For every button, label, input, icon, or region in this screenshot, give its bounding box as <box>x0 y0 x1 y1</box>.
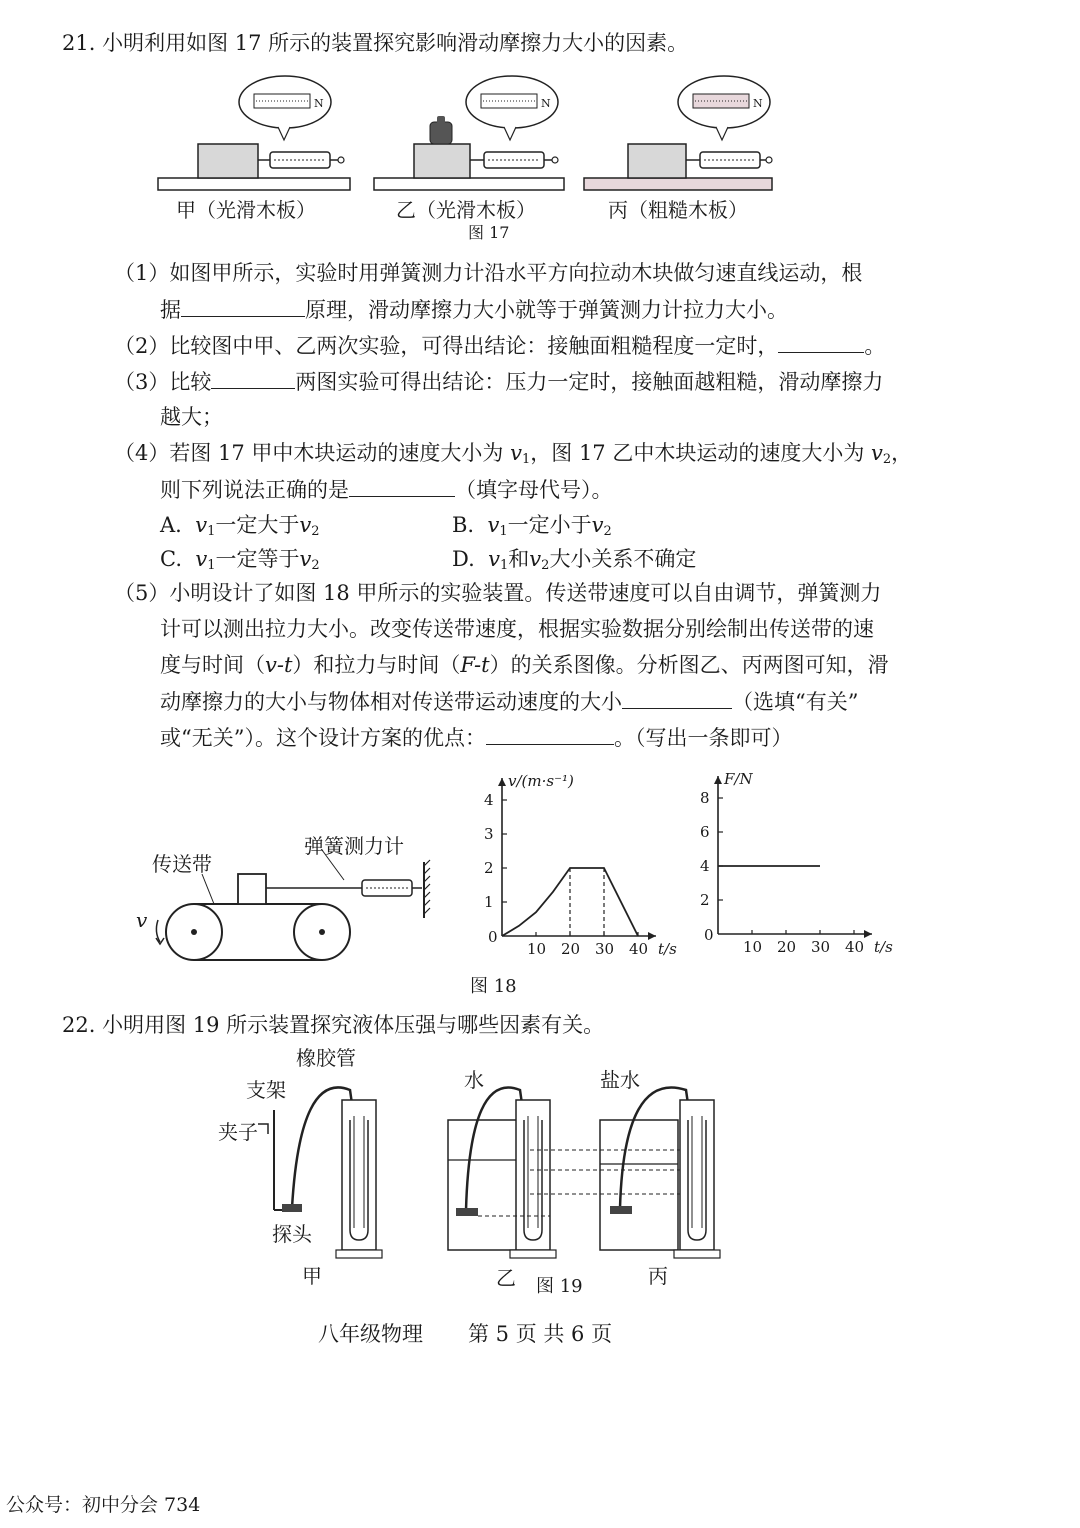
fig19-label-yi: 乙 <box>496 1266 516 1290</box>
origin-label: 0 <box>704 926 714 944</box>
answer-blank-6[interactable] <box>486 722 614 745</box>
y-tick-label: 8 <box>700 789 710 807</box>
y-tick-label: 3 <box>484 825 494 843</box>
y-axis-arrow <box>714 776 722 784</box>
q21-p3-line2: 越大； <box>160 405 223 429</box>
q21-p1-line1: （1）如图甲所示，实验时用弹簧测力计沿水平方向拉动木块做匀速直线运动，根 <box>114 261 863 285</box>
water-label: 水 <box>464 1068 484 1092</box>
answer-blank-5[interactable] <box>622 686 732 709</box>
svg-text:N: N <box>753 97 763 110</box>
q21-stem: 21. 小明利用如图 17 所示的装置探究影响滑动摩擦力大小的因素。 <box>62 31 689 55</box>
x-tick-label: 30 <box>811 938 831 956</box>
x-tick-label: 20 <box>561 940 581 958</box>
y-tick-label: 4 <box>484 791 494 809</box>
watermark-text: 公众号：初中分会 734 <box>6 1494 201 1516</box>
q21-p3-line1: （3）比较 两图实验可得出结论：压力一定时，接触面越粗糙，滑动摩擦力 <box>114 366 883 397</box>
q22-stem: 22. 小明用图 19 所示装置探究液体压强与哪些因素有关。 <box>62 1013 605 1037</box>
chart-v-t <box>470 760 690 960</box>
x-axis-arrow <box>648 932 656 940</box>
y-tick-label: 2 <box>484 859 494 877</box>
x-tick-label: 40 <box>845 938 865 956</box>
clip-label: 夹子 <box>218 1120 258 1144</box>
q21-p5-line3: 度与时间（v-t）和拉力与时间（F-t）的关系图像。分析图乙、丙两图可知，滑 <box>160 653 889 677</box>
answer-blank-1[interactable] <box>181 294 305 317</box>
y-tick-label: 1 <box>484 893 494 911</box>
x-axis-label: t/s <box>874 938 893 956</box>
x-tick-label: 10 <box>743 938 763 956</box>
q21-p4-line2: 则下列说法正确的是 （填字母代号）。 <box>160 474 613 505</box>
fig19-label-bing: 丙 <box>648 1264 668 1288</box>
answer-blank-4[interactable] <box>349 474 455 497</box>
q21-p5-line5: 或“无关”）。这个设计方案的优点： 。（写出一条即可） <box>160 722 792 753</box>
fig17-caption: 图 17 <box>468 223 510 242</box>
q21-p5-line2: 计可以测出拉力大小。改变传送带速度，根据实验数据分别绘制出传送带的速 <box>160 617 874 641</box>
fig17-label-bing: 丙（粗糙木板） <box>608 198 748 222</box>
brine-label: 盐水 <box>600 1068 640 1092</box>
probe-label: 探头 <box>272 1222 312 1246</box>
option-d[interactable]: D. $v_1$和$v_2$大小关系不确定 <box>452 547 697 573</box>
meter-label: 弹簧测力计 <box>304 834 404 858</box>
svg-text:N: N <box>541 97 551 110</box>
footer-page: 第 5 页 共 6 页 <box>468 1322 613 1346</box>
answer-blank-3[interactable] <box>211 366 295 389</box>
chart-F-t <box>690 760 900 960</box>
y-tick-label: 4 <box>700 857 710 875</box>
q21-p2: （2）比较图中甲、乙两次实验，可得出结论：接触面粗糙程度一定时， 。 <box>114 330 885 361</box>
answer-blank-2[interactable] <box>778 330 864 353</box>
fig19-panel-yi <box>448 1088 556 1259</box>
x-tick-label: 30 <box>595 940 615 958</box>
fig17-panel-jia <box>158 76 350 190</box>
q21-p4-line1: （4）若图 17 甲中木块运动的速度大小为 $v_1$，图 17 乙中木块运动的速度大小为 $v_2$， <box>114 441 913 467</box>
q21-p5-line4: 动摩擦力的大小与物体相对传送带运动速度的大小 （选填“有关” <box>160 686 858 717</box>
x-tick-label: 20 <box>777 938 797 956</box>
y-tick-label: 6 <box>700 823 710 841</box>
y-axis-label: v/(m·s⁻¹) <box>508 772 574 790</box>
x-axis-arrow <box>864 930 872 938</box>
svg-text:N: N <box>314 97 324 110</box>
fig19-label-jia: 甲 <box>302 1264 322 1288</box>
option-a[interactable]: A. $v_1$一定大于$v_2$ <box>160 513 320 539</box>
y-tick-label: 2 <box>700 891 710 909</box>
x-axis-label: t/s <box>658 940 677 958</box>
q21-p1-line2: 据 原理，滑动摩擦力大小就等于弹簧测力计拉力大小。 <box>160 294 788 325</box>
option-c[interactable]: C. $v_1$一定等于$v_2$ <box>160 547 320 573</box>
fig18-caption: 图 18 <box>470 976 517 997</box>
fig19-panel-bing <box>600 1087 720 1258</box>
option-b[interactable]: B. $v_1$一定小于$v_2$ <box>452 513 612 539</box>
v-direction-label: v <box>136 908 148 932</box>
tube-label: 橡胶管 <box>296 1046 356 1070</box>
x-tick-label: 10 <box>527 940 547 958</box>
y-axis-label: F/N <box>724 770 753 788</box>
fig19-caption: 图 19 <box>536 1276 583 1297</box>
y-axis-arrow <box>498 778 506 786</box>
footer-subject: 八年级物理 <box>318 1322 423 1346</box>
q21-p5-line1: （5）小明设计了如图 18 甲所示的实验装置。传送带速度可以自由调节，弹簧测力 <box>114 581 882 605</box>
origin-label: 0 <box>488 928 498 946</box>
belt-label: 传送带 <box>152 852 212 876</box>
stand-label: 支架 <box>246 1078 286 1102</box>
fig17-panel-yi <box>374 76 564 190</box>
x-tick-label: 40 <box>629 940 649 958</box>
fig17-label-yi: 乙（光滑木板） <box>396 198 536 222</box>
fig17-label-jia: 甲（光滑木板） <box>176 198 316 222</box>
fig17-panel-bing <box>584 76 772 190</box>
